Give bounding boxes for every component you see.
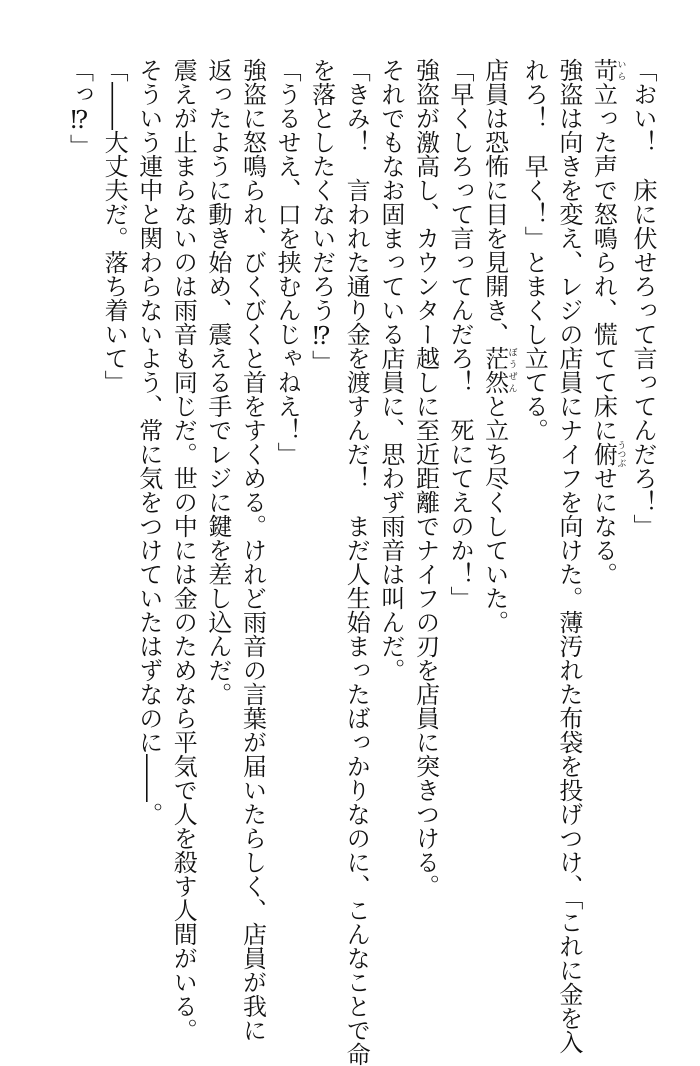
ruby-base: 俯 bbox=[589, 440, 618, 468]
text-segment: を落としたくないだろう⁉」 bbox=[307, 58, 336, 374]
text-line bbox=[551, 58, 586, 1054]
text-line bbox=[62, 58, 97, 958]
text-segment: 強盗に怒鳴られ、びくびくと首をすくめる。けれど雨音の言葉が届いたらしく、店員が我に bbox=[238, 58, 267, 1042]
vertical-text-block bbox=[62, 58, 660, 1066]
ruby-annotation bbox=[589, 440, 626, 468]
text-segment: と立ち尽くしていた。 bbox=[480, 394, 509, 634]
text-segment: 「おい！ 床に伏せろって言ってんだろ！」 bbox=[629, 58, 657, 538]
text-segment: それでもなお固まっている店員に、思わず雨音は叫んだ。 bbox=[376, 58, 405, 682]
text-segment: 「うるせえ、口を挟むんじゃねえ！」 bbox=[273, 58, 302, 466]
ruby-base: 茫然 bbox=[480, 346, 509, 394]
text-line bbox=[442, 58, 477, 958]
text-line bbox=[131, 58, 166, 958]
text-line bbox=[517, 58, 552, 958]
text-line bbox=[200, 58, 235, 958]
text-segment: 「きみ！ 言われた通り金を渡すんだ！ まだ人生始まったばっかりなのに、こんなことで命 bbox=[342, 58, 371, 1066]
text-segment: 「――大丈夫だ。落ち着いて」 bbox=[100, 58, 129, 394]
text-line bbox=[373, 58, 408, 958]
text-line bbox=[477, 58, 517, 958]
ruby-reading: いら bbox=[615, 58, 626, 82]
ruby-annotation bbox=[480, 346, 517, 394]
ruby-reading: うつぶ bbox=[615, 440, 626, 468]
text-line bbox=[586, 58, 626, 958]
text-segment: 「っ⁉」 bbox=[65, 58, 94, 158]
text-line bbox=[235, 58, 270, 1042]
text-segment: れろ！ 早く！」とまくし立てる。 bbox=[520, 58, 549, 442]
text-segment: 震えが止まらないのは雨音も同じだ。世の中には金のためなら平気で人を殺す人間がいる。 bbox=[169, 58, 198, 1042]
text-segment: 強盗は向きを変え、レジの店員にナイフを向けた。薄汚れた布袋を投げつけ、「これに金を入 bbox=[554, 58, 583, 1054]
text-segment: 店員は恐怖に目を見開き、 bbox=[480, 58, 509, 346]
text-segment: せになる。 bbox=[589, 466, 618, 586]
text-line bbox=[97, 58, 132, 958]
text-segment: 強盗が激高し、カウンター越しに至近距離でナイフの刃を店員に突きつける。 bbox=[411, 58, 440, 898]
ruby-reading: ぼうぜん bbox=[506, 346, 517, 394]
text-segment: 「早くしろって言ってんだろ！ 死にてえのか！」 bbox=[446, 58, 475, 610]
ruby-annotation bbox=[589, 58, 626, 82]
text-line bbox=[304, 58, 339, 958]
text-line bbox=[625, 58, 660, 958]
text-line bbox=[166, 58, 201, 1042]
text-segment: 返ったように動き始め、震える手でレジに鍵を差し込んだ。 bbox=[203, 58, 232, 706]
ruby-base: 苛 bbox=[589, 58, 618, 82]
text-line bbox=[339, 58, 374, 1066]
text-line bbox=[269, 58, 304, 958]
text-segment: 立った声で怒鳴られ、慌てて床に bbox=[589, 82, 618, 442]
text-segment: そういう連中と関わらないよう、常に気をつけていたはずなのに――。 bbox=[134, 58, 163, 826]
text-line bbox=[408, 58, 443, 958]
